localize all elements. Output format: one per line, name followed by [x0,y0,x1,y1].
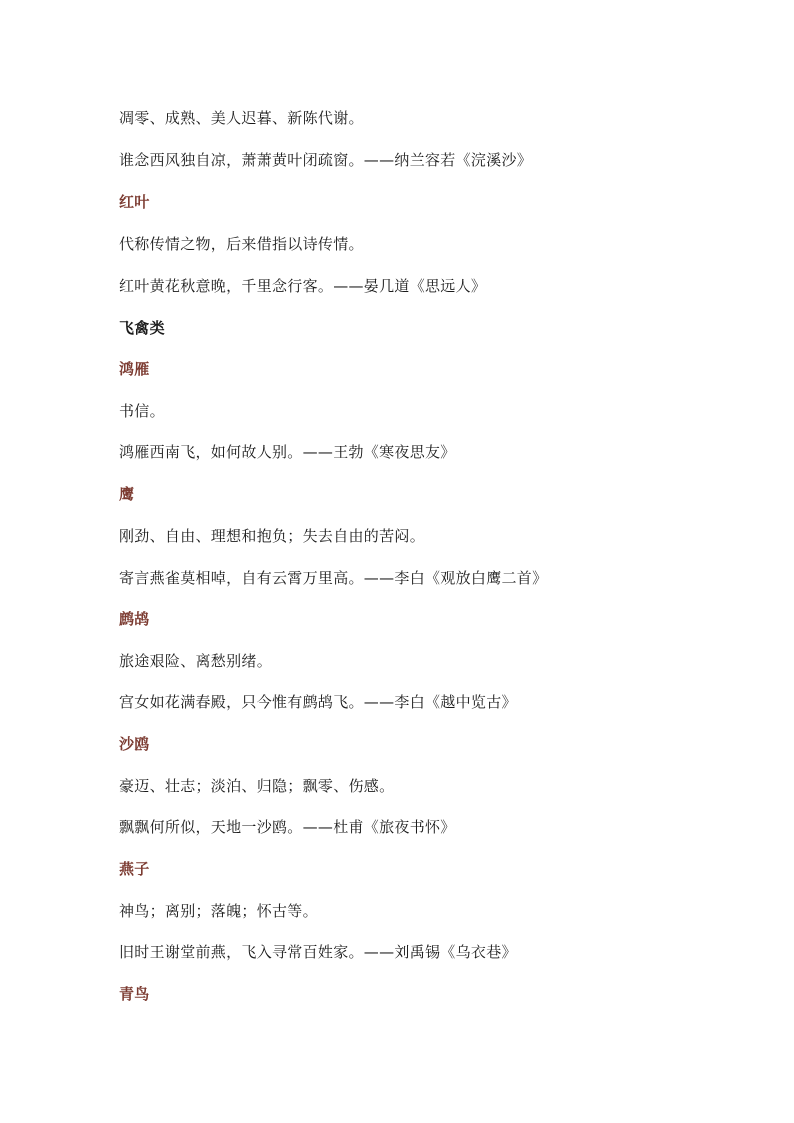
section-heading: 红叶 [119,193,150,211]
quote-line: 飘飘何所似，天地一沙鸥。——杜甫《旅夜书怀》 [119,818,456,836]
body-text-line: 豪迈、壮志；淡泊、归隐；飘零、伤感。 [119,777,395,795]
quote-line: 寄言燕雀莫相啅，自有云霄万里高。——李白《观放白鹰二首》 [119,569,548,587]
body-text-line: 刚劲、自由、理想和抱负；失去自由的苦闷。 [119,527,426,545]
body-text-line: 神鸟；离别；落魄；怀古等。 [119,902,318,920]
quote-line: 谁念西风独自凉，萧萧黄叶闭疏窗。——纳兰容若《浣溪沙》 [119,151,533,169]
quote-line: 红叶黄花秋意晚，千里念行客。——晏几道《思远人》 [119,277,487,295]
quote-line: 鸿雁西南飞，如何故人别。——王勃《寒夜思友》 [119,443,456,461]
quote-line: 宫女如花满春殿，只今惟有鹧鸪飞。——李白《越中览古》 [119,693,517,711]
section-heading: 沙鸥 [119,735,150,753]
body-text-line: 凋零、成熟、美人迟暮、新陈代谢。 [119,109,364,127]
section-heading: 鹰 [119,485,135,503]
quote-line: 旧时王谢堂前燕，飞入寻常百姓家。——刘禹锡《乌衣巷》 [119,943,517,961]
section-heading: 鸿雁 [119,360,150,378]
section-heading: 鹧鸪 [119,610,150,628]
section-heading: 燕子 [119,860,150,878]
body-text-line: 代称传情之物，后来借指以诗传情。 [119,235,364,253]
category-heading: 飞禽类 [119,319,165,337]
body-text-line: 书信。 [119,402,165,420]
section-heading: 青鸟 [119,985,150,1003]
body-text-line: 旅途艰险、离愁别绪。 [119,652,273,670]
